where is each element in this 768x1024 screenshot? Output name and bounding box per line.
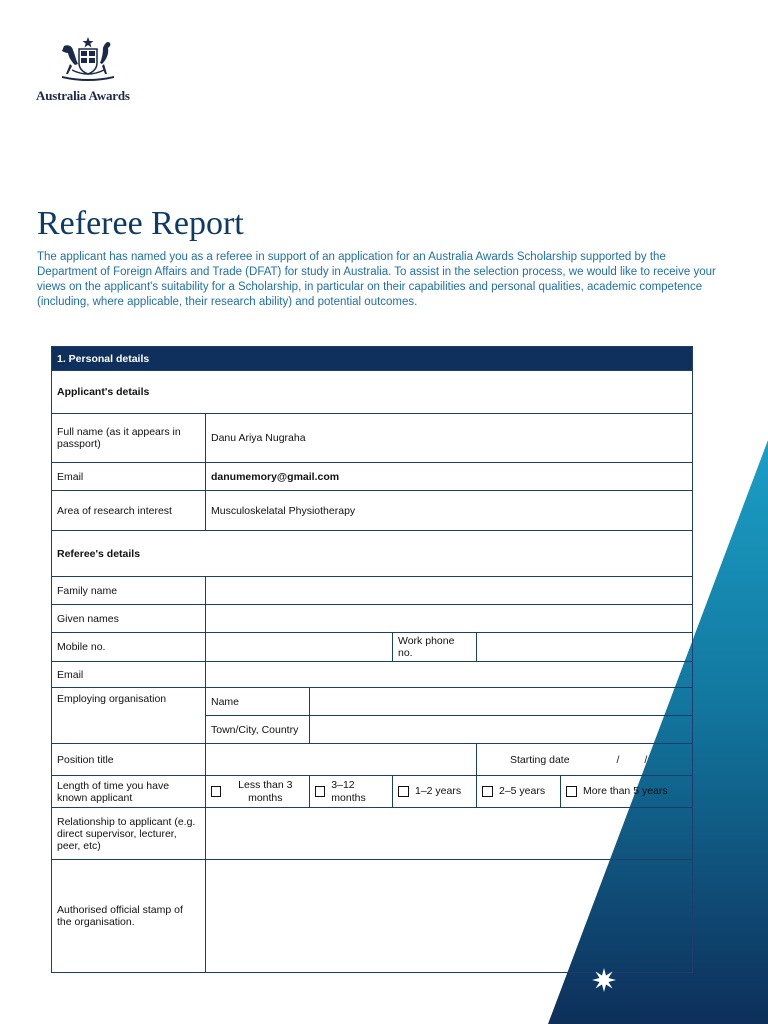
logo-text: Australia Awards	[36, 88, 130, 103]
org-town-label: Town/City, Country	[206, 716, 310, 744]
length-option-1-2-years[interactable]: 1–2 years	[393, 776, 477, 808]
coat-of-arms-icon	[50, 34, 126, 86]
section-header: 1. Personal details	[52, 347, 693, 371]
employing-org-label: Employing organisation	[52, 688, 206, 744]
work-phone-label: Work phone no.	[393, 633, 477, 662]
research-interest-label: Area of research interest	[52, 491, 206, 531]
length-option-3-12-months[interactable]: 3–12 months	[310, 776, 393, 808]
work-phone-field[interactable]	[477, 633, 693, 662]
family-name-field[interactable]	[206, 577, 693, 605]
checkbox[interactable]	[398, 786, 409, 797]
org-town-field[interactable]	[310, 716, 693, 744]
family-name-label: Family name	[52, 577, 206, 605]
full-name-label: Full name (as it appears in passport)	[52, 414, 206, 463]
referee-email-field[interactable]	[206, 662, 693, 688]
checkbox[interactable]	[211, 786, 221, 797]
position-title-field[interactable]	[206, 744, 477, 776]
date-separator: /	[644, 753, 648, 766]
intro-paragraph: The applicant has named you as a referee in support of an application for an Australia Awards Scholarship supported by the Department of Foreign Affairs and Trade (DFAT) for study in Australia. To assist in the selection process, we would like to receive your views on the applicant's suitability for a Scholarship, in particular on their capabilities and personal qualities, academic competence (including, where applicable, their research ability) and potential outcomes.	[37, 251, 716, 308]
length-option-2-5-years[interactable]: 2–5 years	[477, 776, 561, 808]
length-option-more-5-years[interactable]: More than 5 years	[561, 776, 693, 808]
position-title-label: Position title	[52, 744, 206, 776]
length-known-label: Length of time you have known applicant	[52, 776, 206, 808]
referee-details-heading: Referee's details	[52, 531, 693, 577]
date-separator: /	[616, 753, 620, 766]
starting-date-label: Starting date	[510, 753, 570, 766]
stamp-label: Authorised official stamp of the organisation.	[52, 860, 206, 973]
referee-email-label: Email	[52, 662, 206, 688]
research-interest-field[interactable]: Musculoskelatal Physiotherapy	[206, 491, 693, 531]
relationship-field[interactable]	[206, 808, 693, 860]
relationship-label: Relationship to applicant (e.g. direct supervisor, lecturer, peer, etc)	[52, 808, 206, 860]
page-title: Referee Report	[37, 205, 244, 242]
applicant-email-label: Email	[52, 463, 206, 491]
personal-details-form	[51, 346, 693, 973]
starting-date-field[interactable]	[477, 744, 693, 776]
full-name-field[interactable]: Danu Ariya Nugraha	[206, 414, 693, 463]
commonwealth-star-icon	[591, 967, 617, 993]
checkbox[interactable]	[566, 786, 577, 797]
australia-awards-logo	[36, 34, 156, 104]
checkbox[interactable]	[315, 786, 325, 797]
applicant-email-field[interactable]: danumemory@gmail.com	[206, 463, 693, 491]
mobile-label: Mobile no.	[52, 633, 206, 662]
org-name-label: Name	[206, 688, 310, 716]
checkbox[interactable]	[482, 786, 493, 797]
stamp-area[interactable]	[206, 860, 693, 973]
given-names-label: Given names	[52, 605, 206, 633]
length-option-less-3-months[interactable]: Less than 3 months	[206, 776, 310, 808]
org-name-field[interactable]	[310, 688, 693, 716]
given-names-field[interactable]	[206, 605, 693, 633]
mobile-field[interactable]	[206, 633, 393, 662]
applicant-details-heading: Applicant's details	[52, 371, 693, 414]
